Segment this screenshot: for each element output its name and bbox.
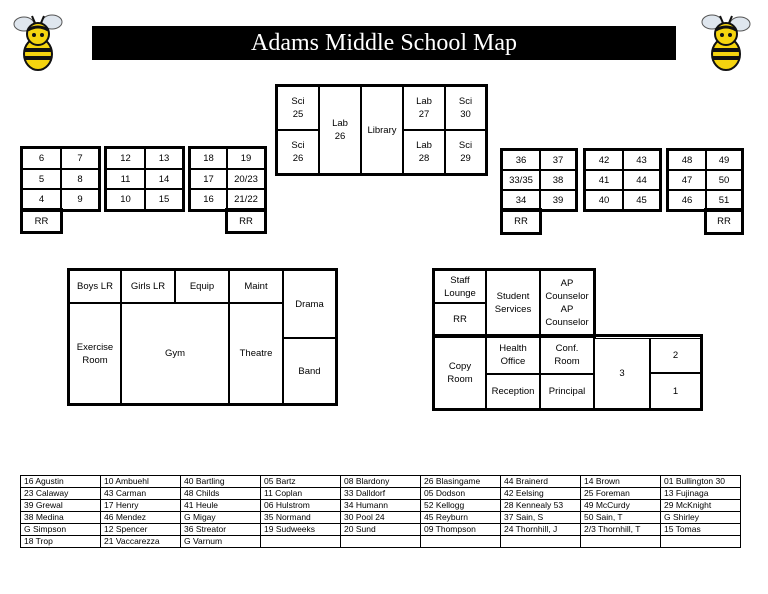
- room-15[interactable]: 15: [145, 189, 183, 210]
- directory-cell: 49 McCurdy: [581, 500, 661, 512]
- page-title: Adams Middle School Map: [92, 26, 676, 60]
- table-row: [21, 536, 741, 548]
- room-girls-lr[interactable]: Girls LR: [121, 270, 175, 303]
- directory-cell: 14 Brown: [581, 476, 661, 488]
- directory-cell: 05 Dodson: [421, 488, 501, 500]
- directory-cell: 41 Heule: [181, 500, 261, 512]
- room-equip[interactable]: Equip: [175, 270, 229, 303]
- directory-cell: 45 Reyburn: [421, 512, 501, 524]
- room-20-23[interactable]: 20/23: [227, 169, 265, 189]
- room-41[interactable]: 41: [585, 170, 623, 190]
- directory-cell: 2/3 Thornhill, T: [581, 524, 661, 536]
- room-copy[interactable]: Copy Room: [434, 336, 486, 409]
- room-36[interactable]: 36: [502, 150, 540, 170]
- restroom-west-a[interactable]: RR: [22, 210, 61, 232]
- table-row: [21, 524, 741, 536]
- room-ap-counselor[interactable]: AP Counselor AP Counselor: [540, 270, 594, 336]
- room-18[interactable]: 18: [190, 148, 227, 169]
- directory-cell: 13 Fujinaga: [661, 488, 741, 500]
- room-exercise[interactable]: Exercise Room: [69, 303, 121, 404]
- room-lab-26[interactable]: Lab 26: [319, 86, 361, 174]
- restroom-east-a[interactable]: RR: [502, 210, 540, 233]
- directory-cell: 26 Blasingame: [421, 476, 501, 488]
- room-40[interactable]: 40: [585, 190, 623, 210]
- room-1[interactable]: 1: [650, 373, 701, 409]
- directory-cell: 15 Tomas: [661, 524, 741, 536]
- directory-cell: [261, 536, 341, 548]
- directory-cell: 48 Childs: [181, 488, 261, 500]
- directory-cell: 18 Trop: [21, 536, 101, 548]
- directory-cell: 50 Sain, T: [581, 512, 661, 524]
- room-3[interactable]: 3: [594, 338, 650, 409]
- directory-cell: 01 Bullington 30: [661, 476, 741, 488]
- directory-cell: 10 Ambuehl: [101, 476, 181, 488]
- directory-cell: 28 Kennealy 53: [501, 500, 581, 512]
- directory-cell: 17 Henry: [101, 500, 181, 512]
- directory-cell: [341, 536, 421, 548]
- directory-cell: G Shirley: [661, 512, 741, 524]
- directory-cell: 46 Mendez: [101, 512, 181, 524]
- room-conf[interactable]: Conf. Room: [540, 336, 594, 374]
- directory-cell: 34 Humann: [341, 500, 421, 512]
- directory-cell: 12 Spencer: [101, 524, 181, 536]
- yellowjacket-mascot-left-icon: [10, 10, 66, 74]
- room-19[interactable]: 19: [227, 148, 265, 169]
- room-6[interactable]: 6: [22, 148, 61, 169]
- room-21-22[interactable]: 21/22: [227, 189, 265, 210]
- directory-cell: 11 Coplan: [261, 488, 341, 500]
- room-8[interactable]: 8: [61, 169, 99, 189]
- directory-cell: [661, 536, 741, 548]
- room-4[interactable]: 4: [22, 189, 61, 210]
- room-drama[interactable]: Drama: [283, 270, 336, 338]
- room-38[interactable]: 38: [540, 170, 576, 190]
- directory-cell: G Varnum: [181, 536, 261, 548]
- room-33-35[interactable]: 33/35: [502, 170, 540, 190]
- room-13[interactable]: 13: [145, 148, 183, 169]
- room-48[interactable]: 48: [668, 150, 706, 170]
- room-12[interactable]: 12: [106, 148, 145, 169]
- room-boys-lr[interactable]: Boys LR: [69, 270, 121, 303]
- room-lab-28[interactable]: Lab 28: [403, 130, 445, 174]
- room-44[interactable]: 44: [623, 170, 660, 190]
- directory-cell: 19 Sudweeks: [261, 524, 341, 536]
- room-theatre[interactable]: Theatre: [229, 303, 283, 404]
- directory-cell: 05 Bartz: [261, 476, 341, 488]
- room-39[interactable]: 39: [540, 190, 576, 210]
- room-sci-26[interactable]: Sci 26: [277, 130, 319, 174]
- directory-cell: [421, 536, 501, 548]
- directory-cell: 37 Sain, S: [501, 512, 581, 524]
- directory-cell: 23 Calaway: [21, 488, 101, 500]
- room-50[interactable]: 50: [706, 170, 742, 190]
- directory-cell: 25 Foreman: [581, 488, 661, 500]
- directory-cell: 39 Grewal: [21, 500, 101, 512]
- room-11[interactable]: 11: [106, 169, 145, 189]
- directory-cell: 21 Vaccarezza: [101, 536, 181, 548]
- directory-cell: 52 Kellogg: [421, 500, 501, 512]
- room-sci-25[interactable]: Sci 25: [277, 86, 319, 130]
- directory-cell: 29 McKnight: [661, 500, 741, 512]
- directory-cell: 16 Agustin: [21, 476, 101, 488]
- room-9[interactable]: 9: [61, 189, 99, 210]
- room-42[interactable]: 42: [585, 150, 623, 170]
- directory-cell: [581, 536, 661, 548]
- directory-cell: 44 Brainerd: [501, 476, 581, 488]
- directory-cell: 06 Hulstrom: [261, 500, 341, 512]
- room-45[interactable]: 45: [623, 190, 660, 210]
- table-row: [21, 476, 741, 488]
- directory-cell: 40 Bartling: [181, 476, 261, 488]
- room-library[interactable]: Library: [361, 86, 403, 174]
- room-2[interactable]: 2: [650, 338, 701, 373]
- room-student-services[interactable]: Student Services: [486, 270, 540, 336]
- directory-cell: G Simpson: [21, 524, 101, 536]
- room-10[interactable]: 10: [106, 189, 145, 210]
- room-7[interactable]: 7: [61, 148, 99, 169]
- room-17[interactable]: 17: [190, 169, 227, 189]
- directory-cell: 38 Medina: [21, 512, 101, 524]
- restroom-office[interactable]: RR: [434, 303, 486, 336]
- directory-cell: G Migay: [181, 512, 261, 524]
- room-46[interactable]: 46: [668, 190, 706, 210]
- table-row: [21, 488, 741, 500]
- directory-cell: 43 Carman: [101, 488, 181, 500]
- room-principal[interactable]: Principal: [540, 374, 594, 409]
- room-band[interactable]: Band: [283, 338, 336, 404]
- room-49[interactable]: 49: [706, 150, 742, 170]
- room-47[interactable]: 47: [668, 170, 706, 190]
- room-37[interactable]: 37: [540, 150, 576, 170]
- directory-cell: 09 Thompson: [421, 524, 501, 536]
- room-43[interactable]: 43: [623, 150, 660, 170]
- room-staff-lounge[interactable]: Staff Lounge: [434, 270, 486, 303]
- room-maint[interactable]: Maint: [229, 270, 283, 303]
- directory-cell: 08 Blardony: [341, 476, 421, 488]
- restroom-east-b[interactable]: RR: [706, 210, 742, 233]
- restroom-west-b[interactable]: RR: [227, 210, 265, 232]
- room-51[interactable]: 51: [706, 190, 742, 210]
- table-row: [21, 500, 741, 512]
- directory-cell: 33 Dalldorf: [341, 488, 421, 500]
- directory-cell: 30 Pool 24: [341, 512, 421, 524]
- room-34[interactable]: 34: [502, 190, 540, 210]
- directory-cell: 42 Eelsing: [501, 488, 581, 500]
- room-lab-27[interactable]: Lab 27: [403, 86, 445, 130]
- yellowjacket-mascot-right-icon: [698, 10, 754, 74]
- directory-cell: [501, 536, 581, 548]
- room-sci-29[interactable]: Sci 29: [445, 130, 486, 174]
- room-16[interactable]: 16: [190, 189, 227, 210]
- room-sci-30[interactable]: Sci 30: [445, 86, 486, 130]
- room-health-office[interactable]: Health Office: [486, 336, 540, 374]
- directory-cell: 35 Normand: [261, 512, 341, 524]
- room-gym[interactable]: Gym: [121, 303, 229, 404]
- directory-cell: 36 Streator: [181, 524, 261, 536]
- room-5[interactable]: 5: [22, 169, 61, 189]
- staff-directory-table: [20, 475, 741, 548]
- directory-cell: 20 Sund: [341, 524, 421, 536]
- room-reception[interactable]: Reception: [486, 374, 540, 409]
- table-row: [21, 512, 741, 524]
- room-14[interactable]: 14: [145, 169, 183, 189]
- directory-cell: 24 Thornhill, J: [501, 524, 581, 536]
